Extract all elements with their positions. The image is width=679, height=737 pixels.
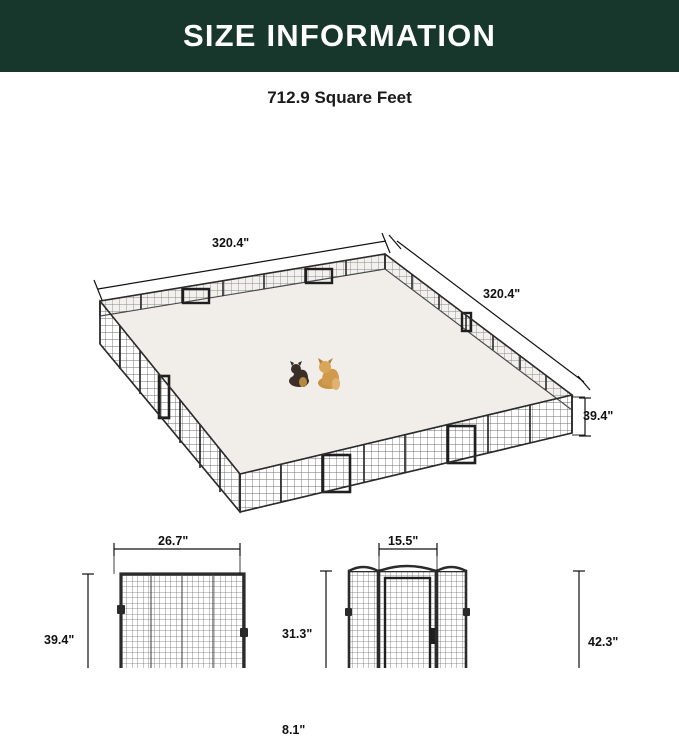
panel-gate-drawing	[345, 566, 470, 668]
area-label: 712.9 Square Feet	[267, 88, 412, 107]
dim-panel-gate-upper-height: 31.3"	[282, 627, 313, 641]
dim-enclosure-top-width: 320.4"	[212, 236, 250, 250]
page-title: SIZE INFORMATION	[182, 18, 497, 53]
diagram-svg	[0, 108, 679, 668]
dim-panel-single-height: 39.4"	[44, 633, 75, 647]
dim-enclosure-right-depth: 320.4"	[483, 287, 521, 301]
dim-panel-gate-width: 15.5"	[388, 534, 419, 548]
header-banner	[0, 0, 679, 72]
diagram-stage	[0, 108, 679, 737]
panel-single-drawing	[117, 574, 248, 668]
dim-panel-single-width: 26.7"	[158, 534, 189, 548]
dim-panel-gate-lower-height: 8.1"	[282, 723, 306, 737]
dim-panel-gate-total-height: 42.3"	[588, 635, 619, 649]
dim-enclosure-panel-height: 39.4"	[583, 409, 614, 423]
